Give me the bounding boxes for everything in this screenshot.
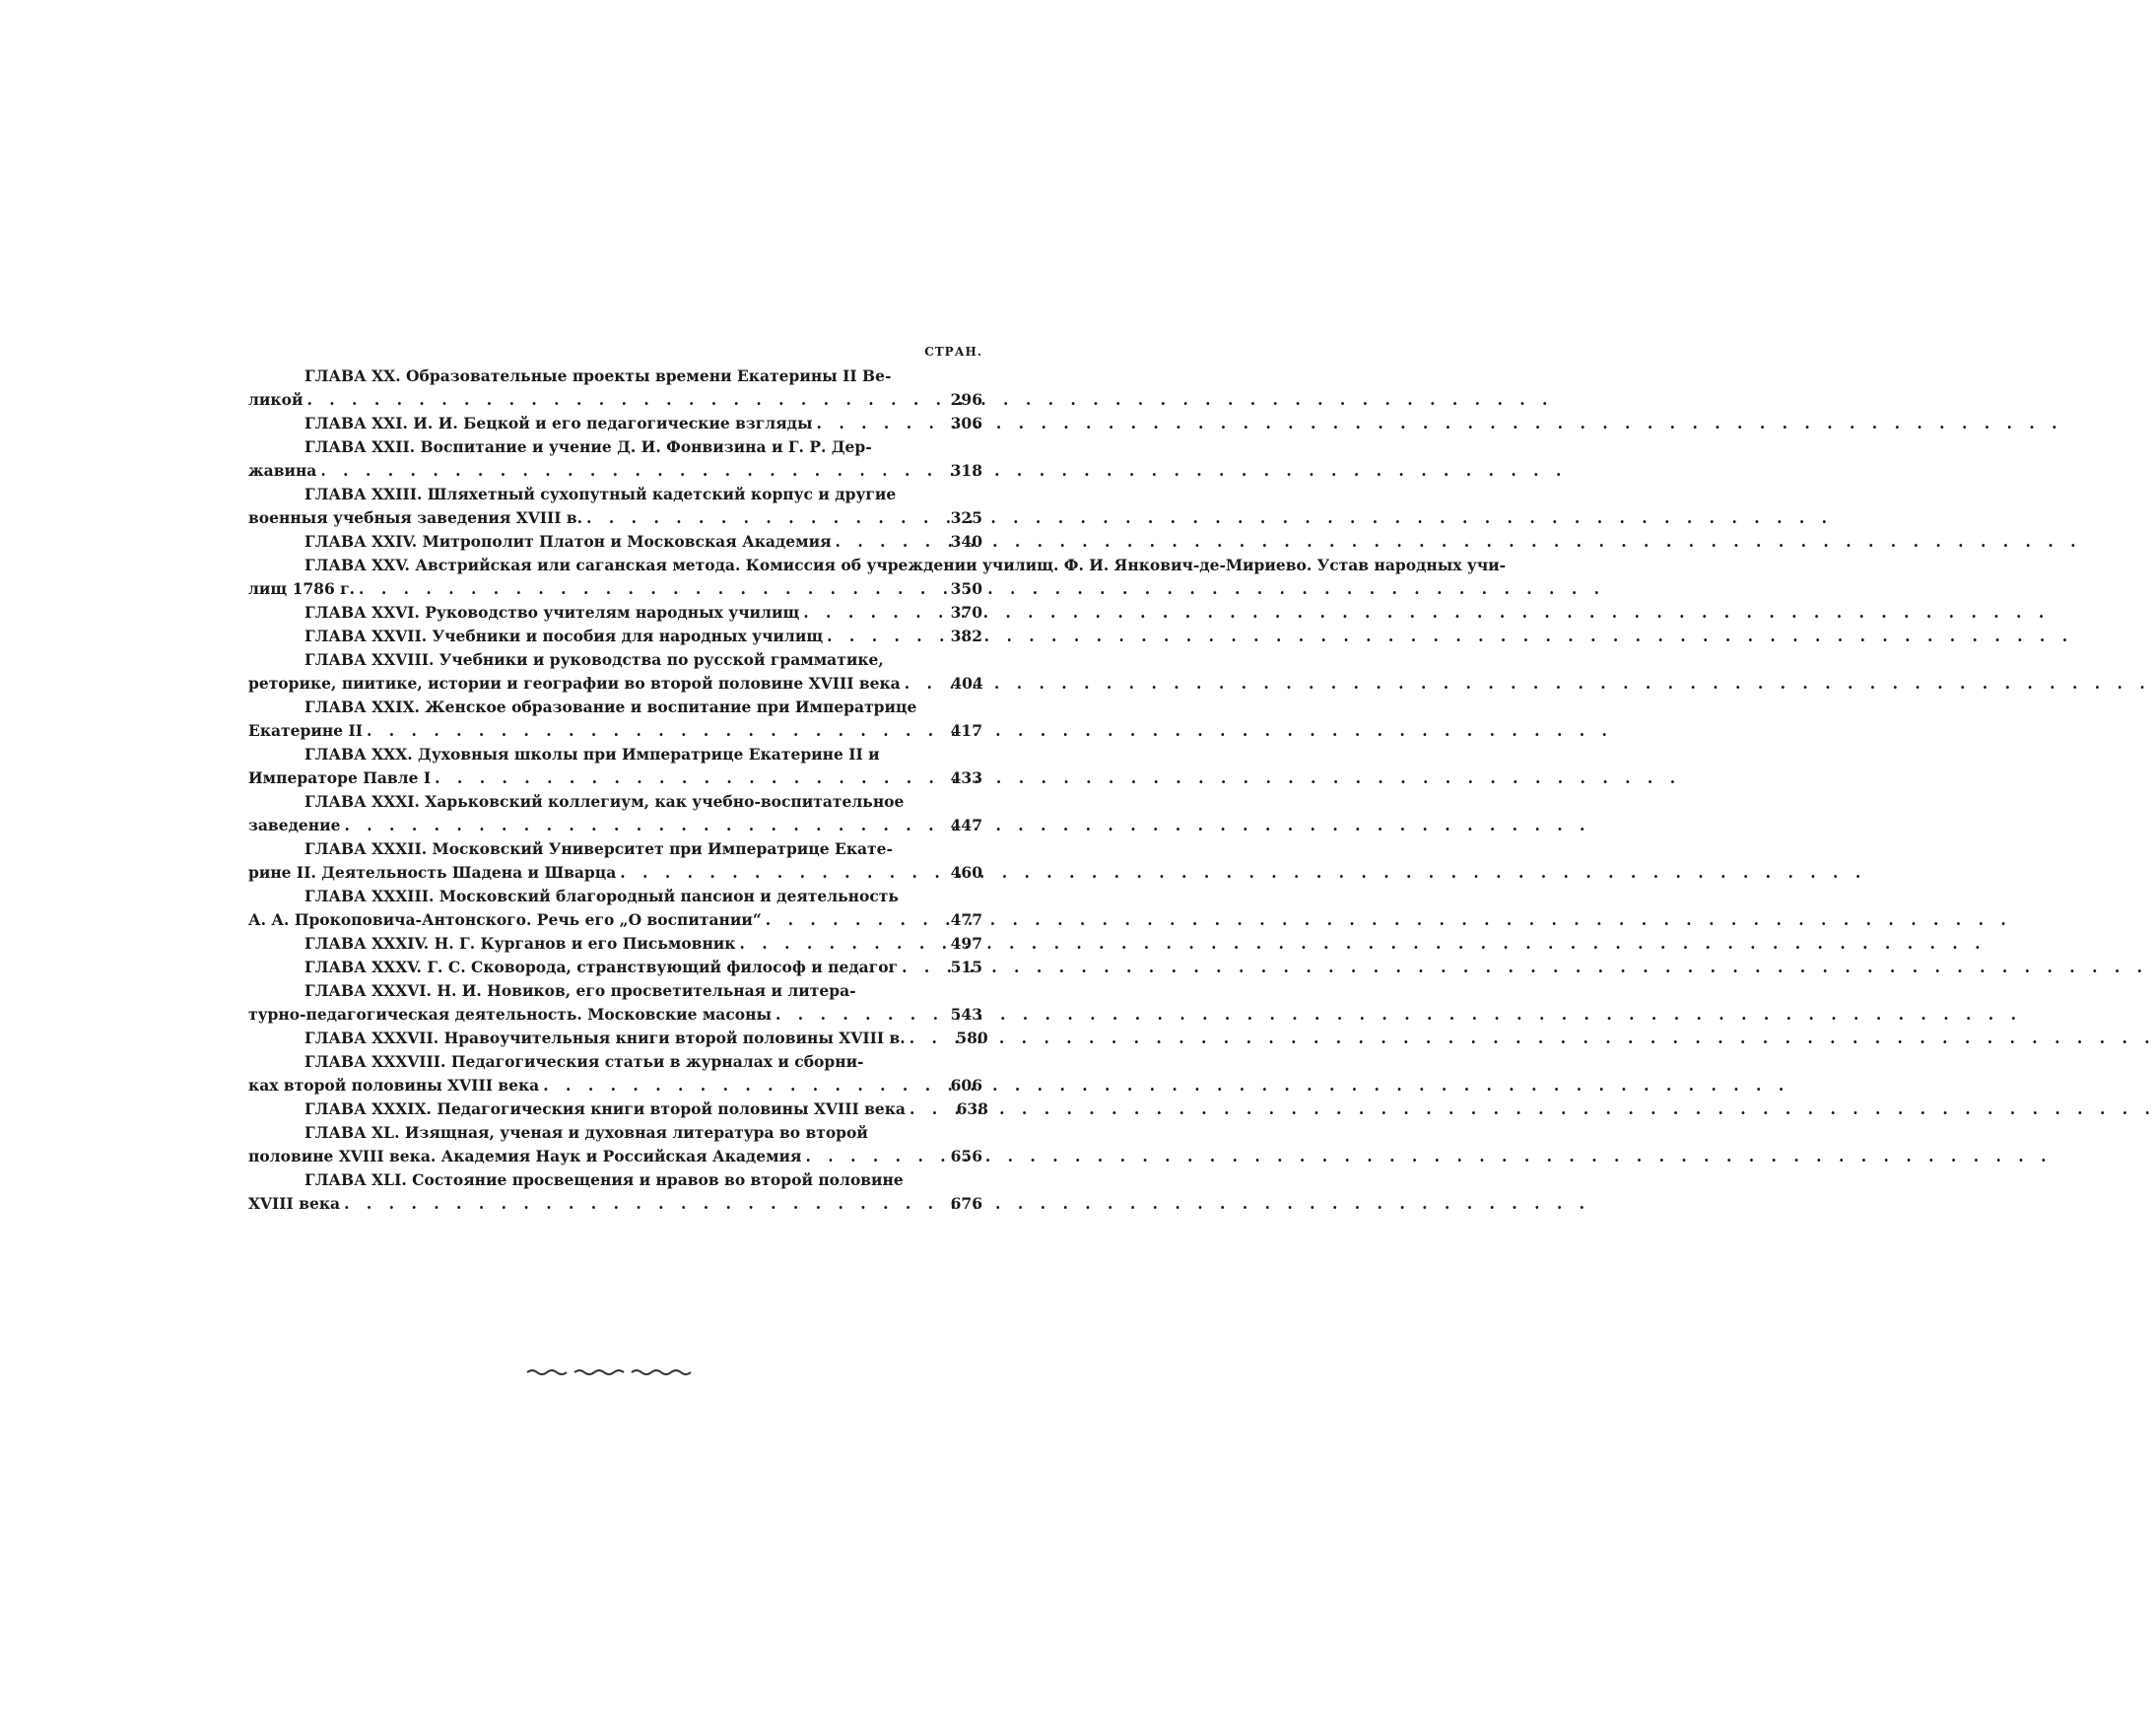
leader-dots — [898, 956, 937, 979]
chapter-label: ГЛАВА XXXVI. — [304, 981, 432, 1000]
toc-entry — [248, 1121, 982, 1168]
toc-entry — [248, 435, 982, 483]
chapter-title: лищ 1786 г. — [248, 579, 356, 598]
page-number: 460 — [950, 863, 982, 882]
page-number: 417 — [950, 721, 982, 740]
chapter-title: ках второй половины XVIII века — [248, 1076, 540, 1095]
leader-dots — [340, 814, 937, 837]
chapter-title: XVIII века — [248, 1194, 341, 1213]
toc-entry — [248, 1027, 988, 1050]
leader-dots — [316, 459, 937, 483]
chapter-label: ГЛАВА XXIX. — [304, 698, 420, 716]
chapter-label: ГЛАВА XXXVIII. — [304, 1052, 446, 1071]
page-number: 580 — [956, 1029, 988, 1047]
chapter-title-line1: Харьковский коллегиум, как учебно-воспитательное — [425, 792, 905, 811]
toc-entry-last-line — [248, 577, 982, 601]
chapter-title-line1: Воспитание и учение Д. И. Фонвизина и Г. Р. Дер- — [420, 437, 872, 456]
toc-entry — [248, 1168, 982, 1216]
toc-entry-last-line — [248, 601, 982, 625]
chapter-label: ГЛАВА XXV. — [304, 556, 410, 574]
chapter-label: ГЛАВА XX. — [304, 366, 401, 385]
page-number: 370 — [950, 603, 982, 622]
chapter-title: Императоре Павле I — [248, 768, 432, 787]
leader-dots — [832, 530, 937, 554]
chapter-title-line1: Образовательные проекты времени Екатерины II Ве- — [406, 366, 892, 385]
leader-dots — [363, 719, 937, 743]
chapter-label: ГЛАВА XXXV. — [304, 958, 422, 976]
chapter-title: Нравоучительныя книги второй половины XVIII в. — [443, 1029, 906, 1047]
chapter-title-line1: Женское образование и воспитание при Императрице — [425, 698, 917, 716]
toc-entry-last-line — [248, 1192, 982, 1216]
toc-entry — [248, 790, 982, 837]
toc-entry — [248, 554, 1507, 601]
toc-entry-first-line — [248, 648, 982, 672]
page-number: 638 — [956, 1099, 988, 1118]
toc-entry-last-line — [248, 1027, 988, 1050]
chapter-title: А. А. Прокоповича-Антонского. Речь его „О воспитании“ — [248, 910, 762, 929]
chapter-title-line1: Австрийская или саганская метода. Комиссия об учреждении училищ. Ф. И. Янкович-де-Мириево. Устав народных учи- — [415, 556, 1507, 574]
toc-entry-first-line — [248, 1121, 982, 1145]
page-number: 515 — [950, 958, 982, 976]
toc-entries — [248, 365, 1507, 1216]
chapter-title-line1: Учебники и руководства по русской грамматике, — [438, 650, 884, 669]
chapter-label: ГЛАВА XLI. — [304, 1170, 407, 1189]
chapter-label: ГЛАВА XXIII. — [304, 485, 423, 503]
chapter-title-line1: Духовныя школы при Императрице Екатерине II и — [418, 745, 880, 764]
toc-entry-first-line — [248, 1168, 982, 1192]
toc-entry-last-line — [248, 388, 982, 412]
chapter-label: ГЛАВА XXXIII. — [304, 887, 435, 905]
toc-entry-first-line — [248, 483, 982, 506]
chapter-title-line1: Педагогическия статьи в журналах и сборни- — [450, 1052, 864, 1071]
toc-entry — [248, 979, 982, 1027]
page-number: 477 — [950, 910, 982, 929]
chapter-label: ГЛАВА XXI. — [304, 414, 408, 432]
toc-entry — [248, 530, 982, 554]
leader-dots — [616, 861, 937, 885]
chapter-label: ГЛАВА XXXIV. — [304, 934, 430, 953]
toc-entry — [248, 885, 982, 932]
page-number: 350 — [950, 579, 982, 598]
leader-dots — [539, 1074, 937, 1097]
page-number: 543 — [950, 1005, 982, 1024]
chapter-label: ГЛАВА XXIV. — [304, 532, 418, 551]
page-number: 306 — [950, 414, 982, 432]
toc-entry-last-line — [248, 625, 982, 648]
toc-entry — [248, 483, 982, 530]
leader-dots — [355, 577, 937, 601]
leader-dots — [801, 1145, 937, 1168]
page-number: 433 — [950, 768, 982, 787]
toc-entry-last-line — [248, 719, 982, 743]
toc-entry — [248, 625, 982, 648]
chapter-title: реторике, пиитике, истории и географии во второй половине XVIII века — [248, 674, 901, 693]
toc-entry-last-line — [248, 1003, 982, 1027]
toc-entry-first-line — [248, 554, 1507, 577]
toc-entry-last-line — [248, 766, 982, 790]
chapter-title: половине XVIII века. Академия Наук и Российская Академия — [248, 1147, 802, 1165]
toc-entry — [248, 365, 982, 412]
toc-entry — [248, 696, 982, 743]
toc-entry-last-line — [248, 412, 982, 435]
page-number: 497 — [950, 934, 982, 953]
toc-entry — [248, 412, 982, 435]
chapter-label: ГЛАВА XXII. — [304, 437, 416, 456]
toc-entry-last-line — [248, 956, 982, 979]
chapter-label: ГЛАВА XXVII. — [304, 627, 428, 645]
chapter-label: ГЛАВА XXX. — [304, 745, 413, 764]
chapter-title: Митрополит Платон и Московская Академия — [422, 532, 832, 551]
leader-dots — [901, 672, 938, 696]
toc-entry-first-line — [248, 696, 982, 719]
chapter-title: ликой — [248, 390, 303, 409]
leader-dots — [813, 412, 937, 435]
leader-dots — [582, 506, 937, 530]
page-number: 447 — [950, 816, 982, 834]
toc-entry-last-line — [248, 908, 982, 932]
leader-dots — [906, 1097, 943, 1121]
toc-entry-first-line — [248, 885, 982, 908]
leader-dots — [772, 1003, 937, 1027]
page-number: 340 — [950, 532, 982, 551]
toc-entry-last-line — [248, 1145, 982, 1168]
chapter-label: ГЛАВА XXXI. — [304, 792, 420, 811]
page-number: 656 — [950, 1147, 982, 1165]
decorative-divider — [527, 1368, 695, 1376]
leader-dots — [735, 932, 937, 956]
page-column-header: СТРАН. — [924, 345, 982, 359]
chapter-label: ГЛАВА XXXVII. — [304, 1029, 439, 1047]
leader-dots — [303, 388, 937, 412]
leader-dots — [431, 766, 937, 790]
toc-entry-last-line — [248, 1074, 982, 1097]
page-number: 404 — [951, 674, 983, 693]
toc-entry — [248, 932, 982, 956]
toc-entry-first-line — [248, 1050, 982, 1074]
chapter-title-line1: Н. И. Новиков, его просветительная и литера- — [437, 981, 856, 1000]
chapter-label: ГЛАВА XXVIII. — [304, 650, 435, 669]
page-number: 296 — [950, 390, 982, 409]
toc-entry — [248, 956, 982, 979]
chapter-label: ГЛАВА XXXIX. — [304, 1099, 432, 1118]
chapter-title: военныя учебныя заведения XVIII в. — [248, 508, 583, 527]
chapter-title: рине II. Деятельность Шадена и Шварца — [248, 863, 617, 882]
page-number: 382 — [950, 627, 982, 645]
chapter-title-line1: Московский Университет при Императрице Екате- — [432, 839, 893, 858]
chapter-title-line1: Состояние просвещения и нравов во второй половине — [412, 1170, 904, 1189]
chapter-title-line1: Московский благородный пансион и деятельность — [438, 887, 899, 905]
toc-entry-last-line — [248, 814, 982, 837]
leader-dots — [762, 908, 937, 932]
chapter-title: Н. Г. Курганов и его Письмовник — [434, 934, 736, 953]
chapter-title: Руководство учителям народных училищ — [425, 603, 800, 622]
page-number: 325 — [950, 508, 982, 527]
page-number: 318 — [950, 461, 982, 480]
toc-entry-last-line — [248, 672, 982, 696]
chapter-title-line1: Шляхетный сухопутный кадетский корпус и другие — [427, 485, 897, 503]
toc-entry-first-line — [248, 790, 982, 814]
chapter-title: Г. С. Сковорода, странствующий философ и педагог — [427, 958, 899, 976]
toc-entry — [248, 601, 982, 625]
chapter-title: турно-педагогическая деятельность. Московские масоны — [248, 1005, 773, 1024]
page-number: 606 — [950, 1076, 982, 1095]
toc-entry-last-line — [248, 861, 982, 885]
toc-entry — [248, 837, 982, 885]
chapter-title-line1: Изящная, ученая и духовная литература во второй — [404, 1123, 868, 1142]
toc-entry-last-line — [248, 1097, 988, 1121]
toc-entry-last-line — [248, 932, 982, 956]
chapter-title: И. И. Бецкой и его педагогические взгляды — [413, 414, 813, 432]
table-of-contents — [248, 345, 1507, 1216]
leader-dots — [799, 601, 937, 625]
toc-entry-first-line — [248, 743, 982, 766]
chapter-title: Екатерине II — [248, 721, 363, 740]
chapter-title: жавина — [248, 461, 317, 480]
toc-entry-last-line — [248, 530, 982, 554]
page-number: 676 — [950, 1194, 982, 1213]
toc-entry — [248, 743, 982, 790]
chapter-title: Учебники и пособия для народных училищ — [432, 627, 824, 645]
toc-entry — [248, 1050, 982, 1097]
toc-entry — [248, 648, 982, 696]
toc-entry-first-line — [248, 435, 982, 459]
toc-entry-last-line — [248, 459, 982, 483]
toc-entry — [248, 1097, 988, 1121]
leader-dots — [823, 625, 937, 648]
toc-entry-first-line — [248, 979, 982, 1003]
toc-entry-last-line — [248, 506, 982, 530]
chapter-label: ГЛАВА XXXII. — [304, 839, 428, 858]
chapter-label: ГЛАВА XL. — [304, 1123, 400, 1142]
leader-dots — [906, 1027, 943, 1050]
leader-dots — [340, 1192, 937, 1216]
toc-entry-first-line — [248, 837, 982, 861]
chapter-label: ГЛАВА XXVI. — [304, 603, 420, 622]
chapter-title: Педагогическия книги второй половины XVIII века — [437, 1099, 906, 1118]
toc-entry-first-line — [248, 365, 982, 388]
chapter-title: заведение — [248, 816, 341, 834]
